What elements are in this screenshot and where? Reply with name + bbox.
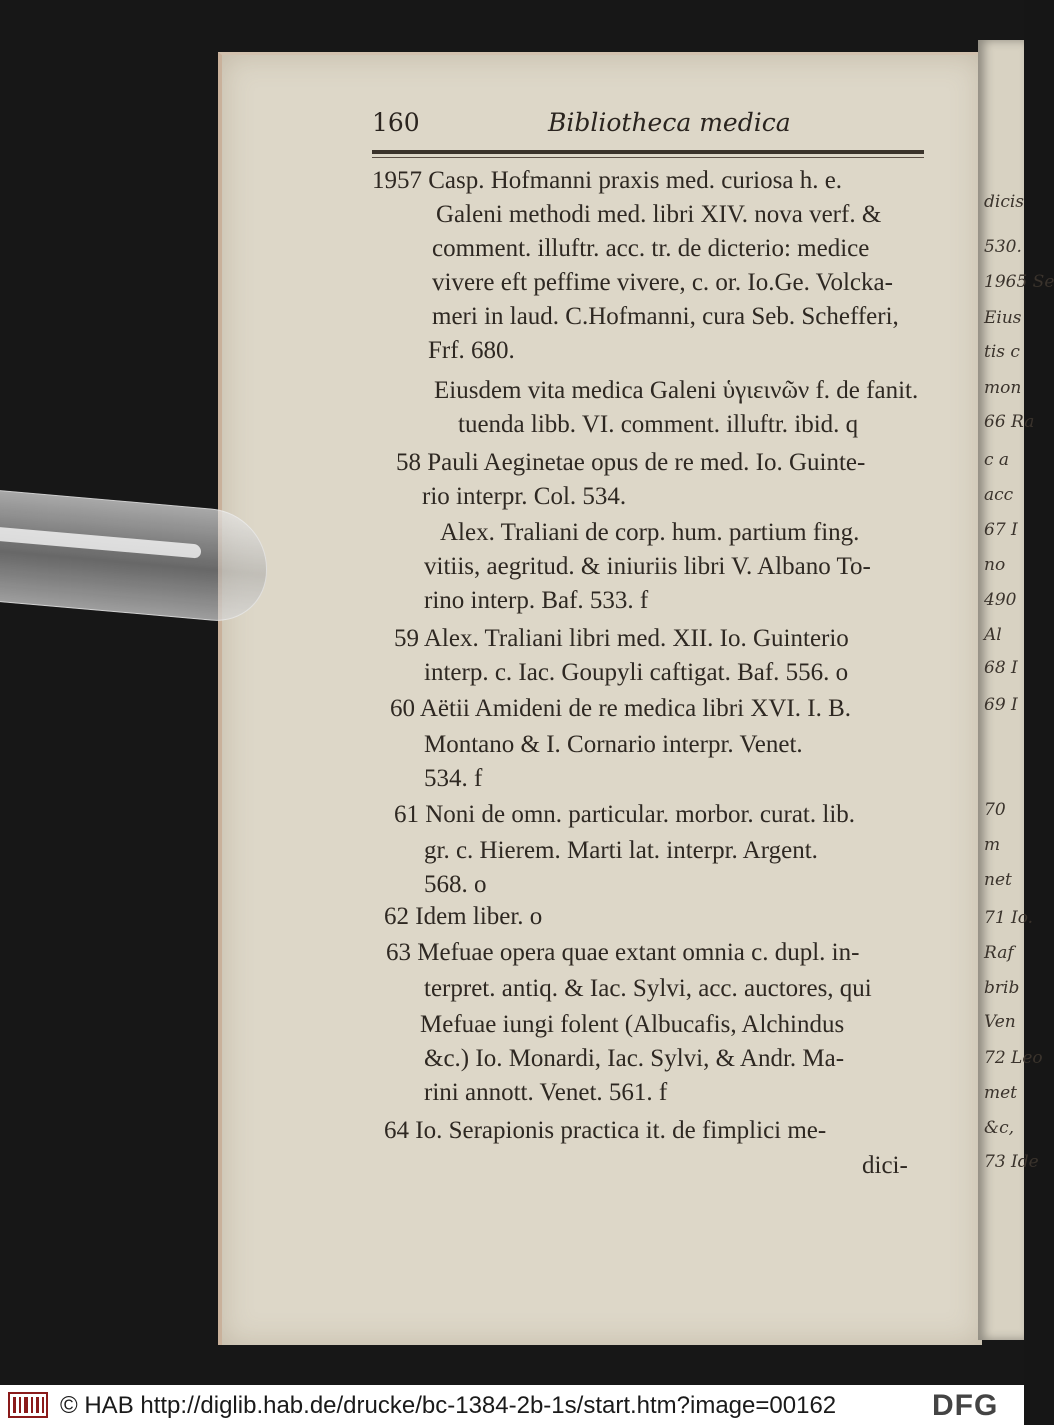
facing-fragment: Eius: [984, 308, 1022, 328]
page-number: 160: [372, 108, 420, 137]
facing-fragment: 73 Ide: [984, 1152, 1039, 1172]
text-line: 60 Aëtii Amideni de re medica libri XVI. I. B.: [390, 695, 852, 722]
facing-fragment: Raf: [984, 943, 1014, 963]
facing-fragment: tis c: [984, 342, 1020, 362]
text-line: &c.) Io. Monardi, Iac. Sylvi, & Andr. Ma-: [424, 1045, 845, 1072]
text-line: 58 Pauli Aeginetae opus de re med. Io. Guinte-: [396, 449, 866, 476]
facing-fragment: &c,: [984, 1118, 1015, 1138]
text-line: 1957 Casp. Hofmanni praxis med. curiosa h. e.: [372, 167, 843, 194]
facing-fragment: 68 I: [984, 658, 1018, 678]
text-line: 59 Alex. Traliani libri med. XII. Io. Guinterio: [394, 625, 849, 652]
facing-fragment: 1965 Se: [984, 272, 1054, 292]
facing-fragment: 530.: [984, 237, 1022, 257]
text-line: interp. c. Iac. Goupyli caftigat. Baf. 556. o: [424, 659, 849, 686]
facing-fragment: mon: [984, 378, 1022, 398]
text-line: terpret. antiq. & Iac. Sylvi, acc. auctores, qui: [424, 975, 872, 1002]
facing-fragment: 490: [984, 590, 1017, 610]
facing-fragment: m: [984, 835, 1001, 855]
facing-fragment: c a: [984, 450, 1010, 470]
facing-fragment: 66 Ra: [984, 412, 1035, 432]
text-line: vivere eft peffime vivere, c. or. Io.Ge. Volcka-: [432, 269, 893, 296]
text-line: 64 Io. Serapionis practica it. de fimplici me-: [384, 1117, 827, 1144]
source-link[interactable]: © HAB http://diglib.hab.de/drucke/bc-1384-2b-1s/start.htm?image=00162: [60, 1392, 837, 1419]
text-line: 568. o: [424, 871, 487, 898]
barcode-icon: [8, 1391, 48, 1419]
text-line: Montano & I. Cornario interpr. Venet.: [424, 731, 803, 758]
footer-bar: [0, 1385, 1024, 1425]
text-line: Alex. Traliani de corp. hum. partium fing.: [440, 519, 860, 546]
text-line: Eiusdem vita medica Galeni ὑγιεινῶν f. de fanit.: [434, 377, 919, 404]
facing-fragment: Ven: [984, 1012, 1016, 1032]
catchword: dici-: [862, 1152, 908, 1179]
text-line: rino interp. Baf. 533. f: [424, 587, 649, 614]
head-rule: [372, 150, 924, 154]
text-line: Frf. 680.: [428, 337, 515, 364]
text-line: vitiis, aegritud. & iniuriis libri V. Albano To-: [424, 553, 871, 580]
facing-fragment: 71 Io.: [984, 908, 1034, 928]
text-line: 534. f: [424, 765, 483, 792]
bookmark-highlight: [0, 524, 201, 559]
dfg-logo: DFG: [932, 1389, 999, 1422]
facing-fragment: met: [984, 1083, 1018, 1103]
facing-page-edge: [978, 40, 1054, 1340]
facing-fragment: net: [984, 870, 1012, 890]
facing-fragment: 69 I: [984, 695, 1018, 715]
facing-fragment: no: [984, 555, 1006, 575]
facing-fragment: 70: [984, 800, 1006, 820]
running-head: [372, 102, 924, 146]
facing-fragment: dicis: [984, 192, 1025, 212]
facing-fragment: Al: [984, 625, 1002, 645]
text-line: Galeni methodi med. libri XIV. nova verf. &: [436, 201, 882, 228]
facing-fragment: 72 Leo: [984, 1048, 1043, 1068]
text-line: rini annott. Venet. 561. f: [424, 1079, 668, 1106]
facing-fragment: brib: [984, 978, 1020, 998]
text-line: Mefuae iungi folent (Albucafis, Alchindus: [420, 1011, 845, 1038]
running-title: Bibliotheca medica: [548, 108, 791, 137]
facing-fragment: 67 I: [984, 520, 1018, 540]
text-line: 62 Idem liber. o: [384, 903, 543, 930]
text-line: comment. illuftr. acc. tr. de dicterio: medice: [432, 235, 870, 262]
text-line: 61 Noni de omn. particular. morbor. curat. lib.: [394, 801, 856, 828]
text-line: gr. c. Hierem. Marti lat. interpr. Argent.: [424, 837, 818, 864]
text-line: tuenda libb. VI. comment. illuftr. ibid. q: [458, 411, 859, 438]
text-line: 63 Mefuae opera quae extant omnia c. dupl. in-: [386, 939, 860, 966]
facing-fragment: acc: [984, 485, 1014, 505]
text-line: rio interpr. Col. 534.: [422, 483, 627, 510]
text-line: meri in laud. C.Hofmanni, cura Seb. Schefferi,: [432, 303, 899, 330]
head-rule-thin: [372, 157, 924, 158]
